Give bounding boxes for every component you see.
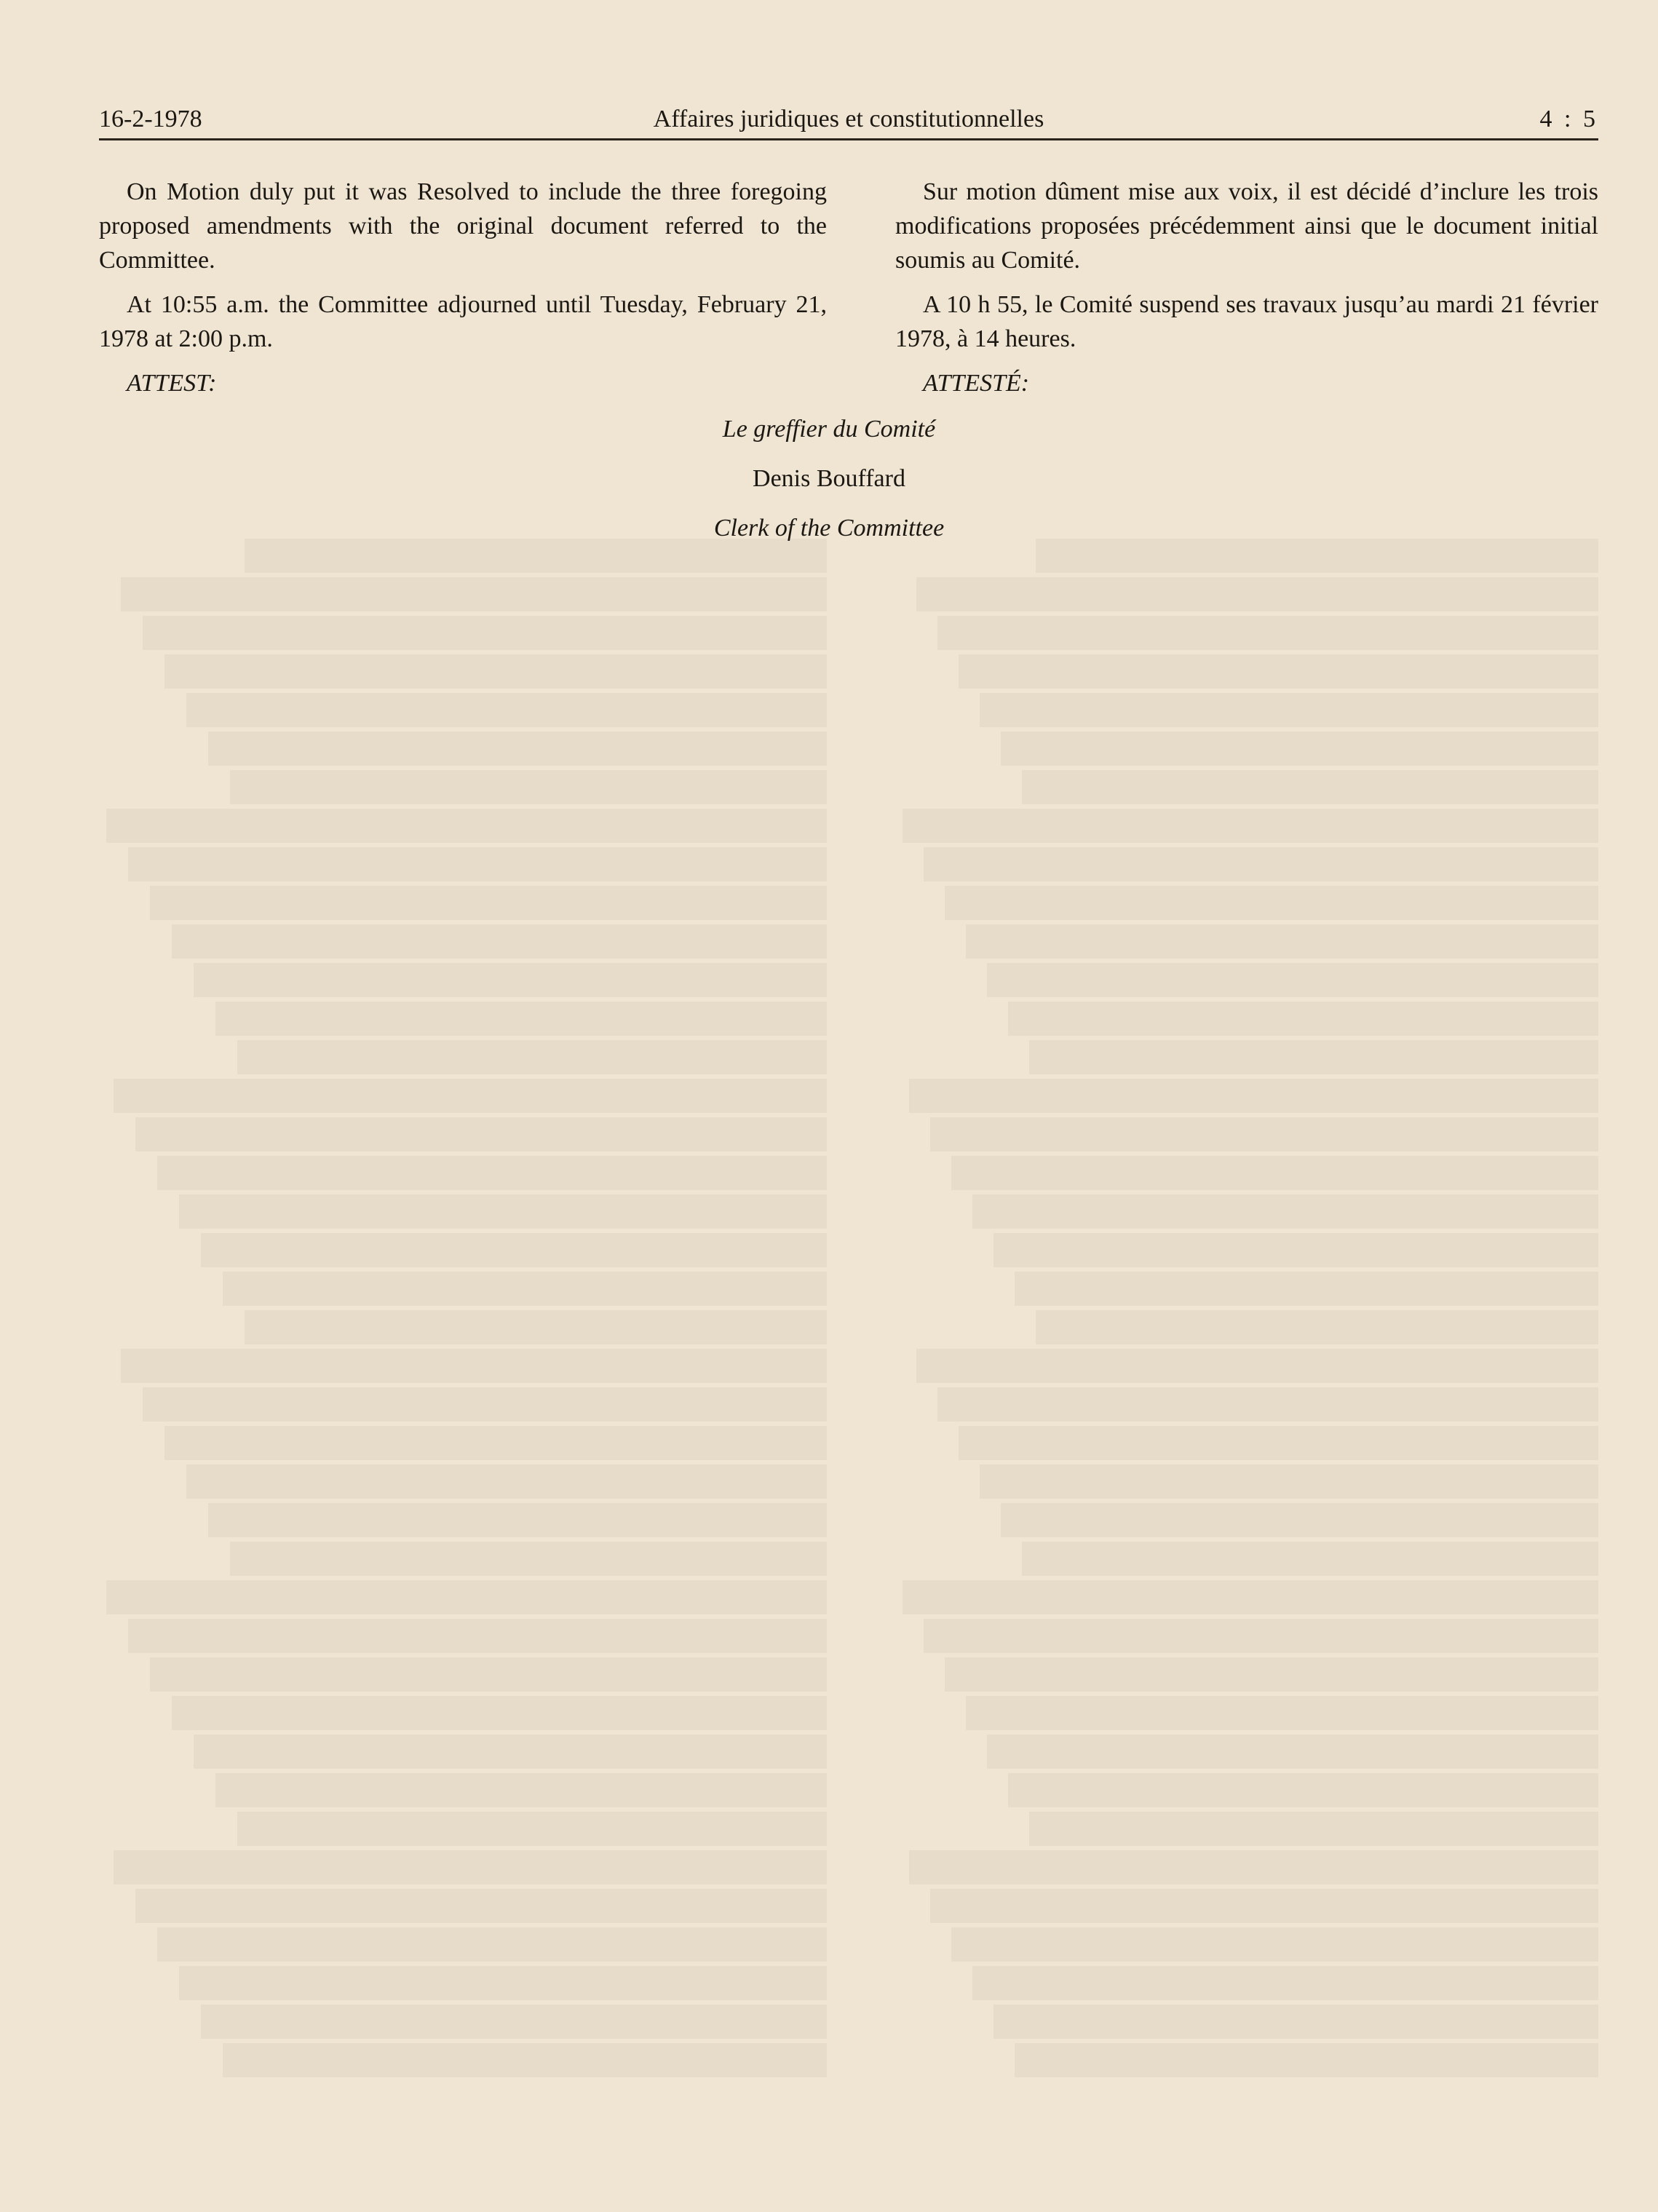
- header-title: Affaires juridiques et constitutionnelles: [653, 106, 1044, 132]
- bleed-through-line: [1022, 1542, 1598, 1576]
- bleed-through-line: [937, 616, 1598, 650]
- bleed-through-line: [150, 1657, 827, 1692]
- bleed-through-line: [1029, 1812, 1598, 1846]
- bleed-through-line: [114, 1850, 827, 1884]
- bleed-through-line: [194, 1735, 827, 1769]
- bleed-through-line: [215, 1773, 827, 1807]
- bleed-through-line: [945, 1657, 1598, 1692]
- bleed-through-line: [1008, 1002, 1598, 1036]
- bleed-through-line: [937, 1387, 1598, 1422]
- bleed-through-line: [972, 1966, 1598, 2000]
- signature-english-title: Clerk of the Committee: [713, 515, 945, 542]
- bleed-through-line: [972, 1194, 1598, 1229]
- bleed-through-line: [164, 654, 827, 689]
- bleed-through-line: [114, 1079, 827, 1113]
- bleed-through-line: [121, 577, 827, 611]
- bleed-through-line: [1001, 1503, 1598, 1537]
- bleed-through-line: [966, 924, 1598, 959]
- bleed-through-line: [208, 732, 827, 766]
- bleed-through-line: [208, 1503, 827, 1537]
- french-paragraph-motion: Sur motion dûment mise aux voix, il est décidé d’inclure les trois modifications proposées précédemment ainsi que le document initial soumis au Comité.: [895, 178, 1598, 274]
- signature-name: Denis Bouffard: [753, 465, 905, 492]
- bleed-through-line: [245, 1310, 827, 1344]
- bleed-through-line: [172, 924, 827, 959]
- bleed-through-line: [201, 1233, 827, 1267]
- english-column: [99, 175, 827, 411]
- bleed-through-line: [909, 1850, 1598, 1884]
- bleed-through-line: [1015, 2043, 1598, 2077]
- bleed-through-line: [930, 1889, 1598, 1923]
- bleed-through-line: [987, 963, 1598, 997]
- french-column: [895, 175, 1598, 411]
- header-page-number: 4 : 5: [1539, 106, 1598, 132]
- bleed-through-line: [237, 1040, 827, 1074]
- bleed-through-line: [128, 847, 827, 881]
- bleed-through-line: [179, 1194, 827, 1229]
- english-paragraph-adjournment: At 10:55 a.m. the Committee adjourned until Tuesday, February 21, 1978 at 2:00 p.m.: [99, 291, 827, 352]
- bleed-through-line: [916, 577, 1598, 611]
- bleed-through-line: [930, 1117, 1598, 1151]
- bleed-through-line: [128, 1619, 827, 1653]
- bleed-through-text-left: [99, 539, 827, 2082]
- bleed-through-line: [186, 1464, 827, 1499]
- header-rule: [99, 138, 1598, 140]
- english-attest: ATTEST:: [127, 370, 217, 397]
- bleed-through-line: [179, 1966, 827, 2000]
- bleed-through-line: [951, 1927, 1598, 1962]
- bleed-through-line: [164, 1426, 827, 1460]
- signature-french-title: Le greffier du Comité: [722, 416, 936, 443]
- bleed-through-line: [909, 1079, 1598, 1113]
- bleed-through-line: [135, 1889, 827, 1923]
- bleed-through-line: [223, 2043, 827, 2077]
- bleed-through-line: [223, 1272, 827, 1306]
- bleed-through-line: [916, 1349, 1598, 1383]
- bleed-through-line: [1029, 1040, 1598, 1074]
- bleed-through-line: [150, 886, 827, 920]
- bleed-through-line: [194, 963, 827, 997]
- bleed-through-line: [143, 1387, 827, 1422]
- bleed-through-line: [215, 1002, 827, 1036]
- bleed-through-line: [157, 1927, 827, 1962]
- bleed-through-line: [1036, 1310, 1598, 1344]
- bleed-through-line: [106, 809, 827, 843]
- bleed-through-line: [993, 1233, 1598, 1267]
- header-date: 16-2-1978: [99, 106, 202, 132]
- bleed-through-line: [143, 616, 827, 650]
- bleed-through-line: [157, 1156, 827, 1190]
- bleed-through-line: [980, 1464, 1598, 1499]
- bleed-through-line: [237, 1812, 827, 1846]
- bleed-through-line: [924, 847, 1598, 881]
- bleed-through-line: [121, 1349, 827, 1383]
- signature-block: [0, 405, 1658, 553]
- bleed-through-line: [135, 1117, 827, 1151]
- bleed-through-line: [959, 1426, 1598, 1460]
- english-paragraph-motion: On Motion duly put it was Resolved to include the three foregoing proposed amendments with the original document referred to the Committee.: [99, 178, 827, 274]
- bleed-through-line: [903, 1580, 1598, 1614]
- bleed-through-line: [980, 693, 1598, 727]
- bleed-through-line: [959, 654, 1598, 689]
- bleed-through-line: [945, 886, 1598, 920]
- bleed-through-line: [106, 1580, 827, 1614]
- bleed-through-line: [186, 693, 827, 727]
- bleed-through-line: [201, 2005, 827, 2039]
- bleed-through-line: [966, 1696, 1598, 1730]
- bleed-through-line: [951, 1156, 1598, 1190]
- bleed-through-line: [1015, 1272, 1598, 1306]
- bleed-through-line: [1022, 770, 1598, 804]
- french-attest: ATTESTÉ:: [923, 370, 1030, 397]
- bleed-through-line: [993, 2005, 1598, 2039]
- french-paragraph-adjournment: A 10 h 55, le Comité suspend ses travaux jusqu’au mardi 21 février 1978, à 14 heures.: [895, 291, 1598, 352]
- bleed-through-line: [1001, 732, 1598, 766]
- bleed-through-line: [230, 770, 827, 804]
- bleed-through-text-right: [895, 539, 1598, 2082]
- bleed-through-line: [230, 1542, 827, 1576]
- bleed-through-line: [903, 809, 1598, 843]
- page-header: [99, 100, 1598, 138]
- bleed-through-line: [172, 1696, 827, 1730]
- bleed-through-line: [1008, 1773, 1598, 1807]
- bleed-through-line: [987, 1735, 1598, 1769]
- bleed-through-line: [924, 1619, 1598, 1653]
